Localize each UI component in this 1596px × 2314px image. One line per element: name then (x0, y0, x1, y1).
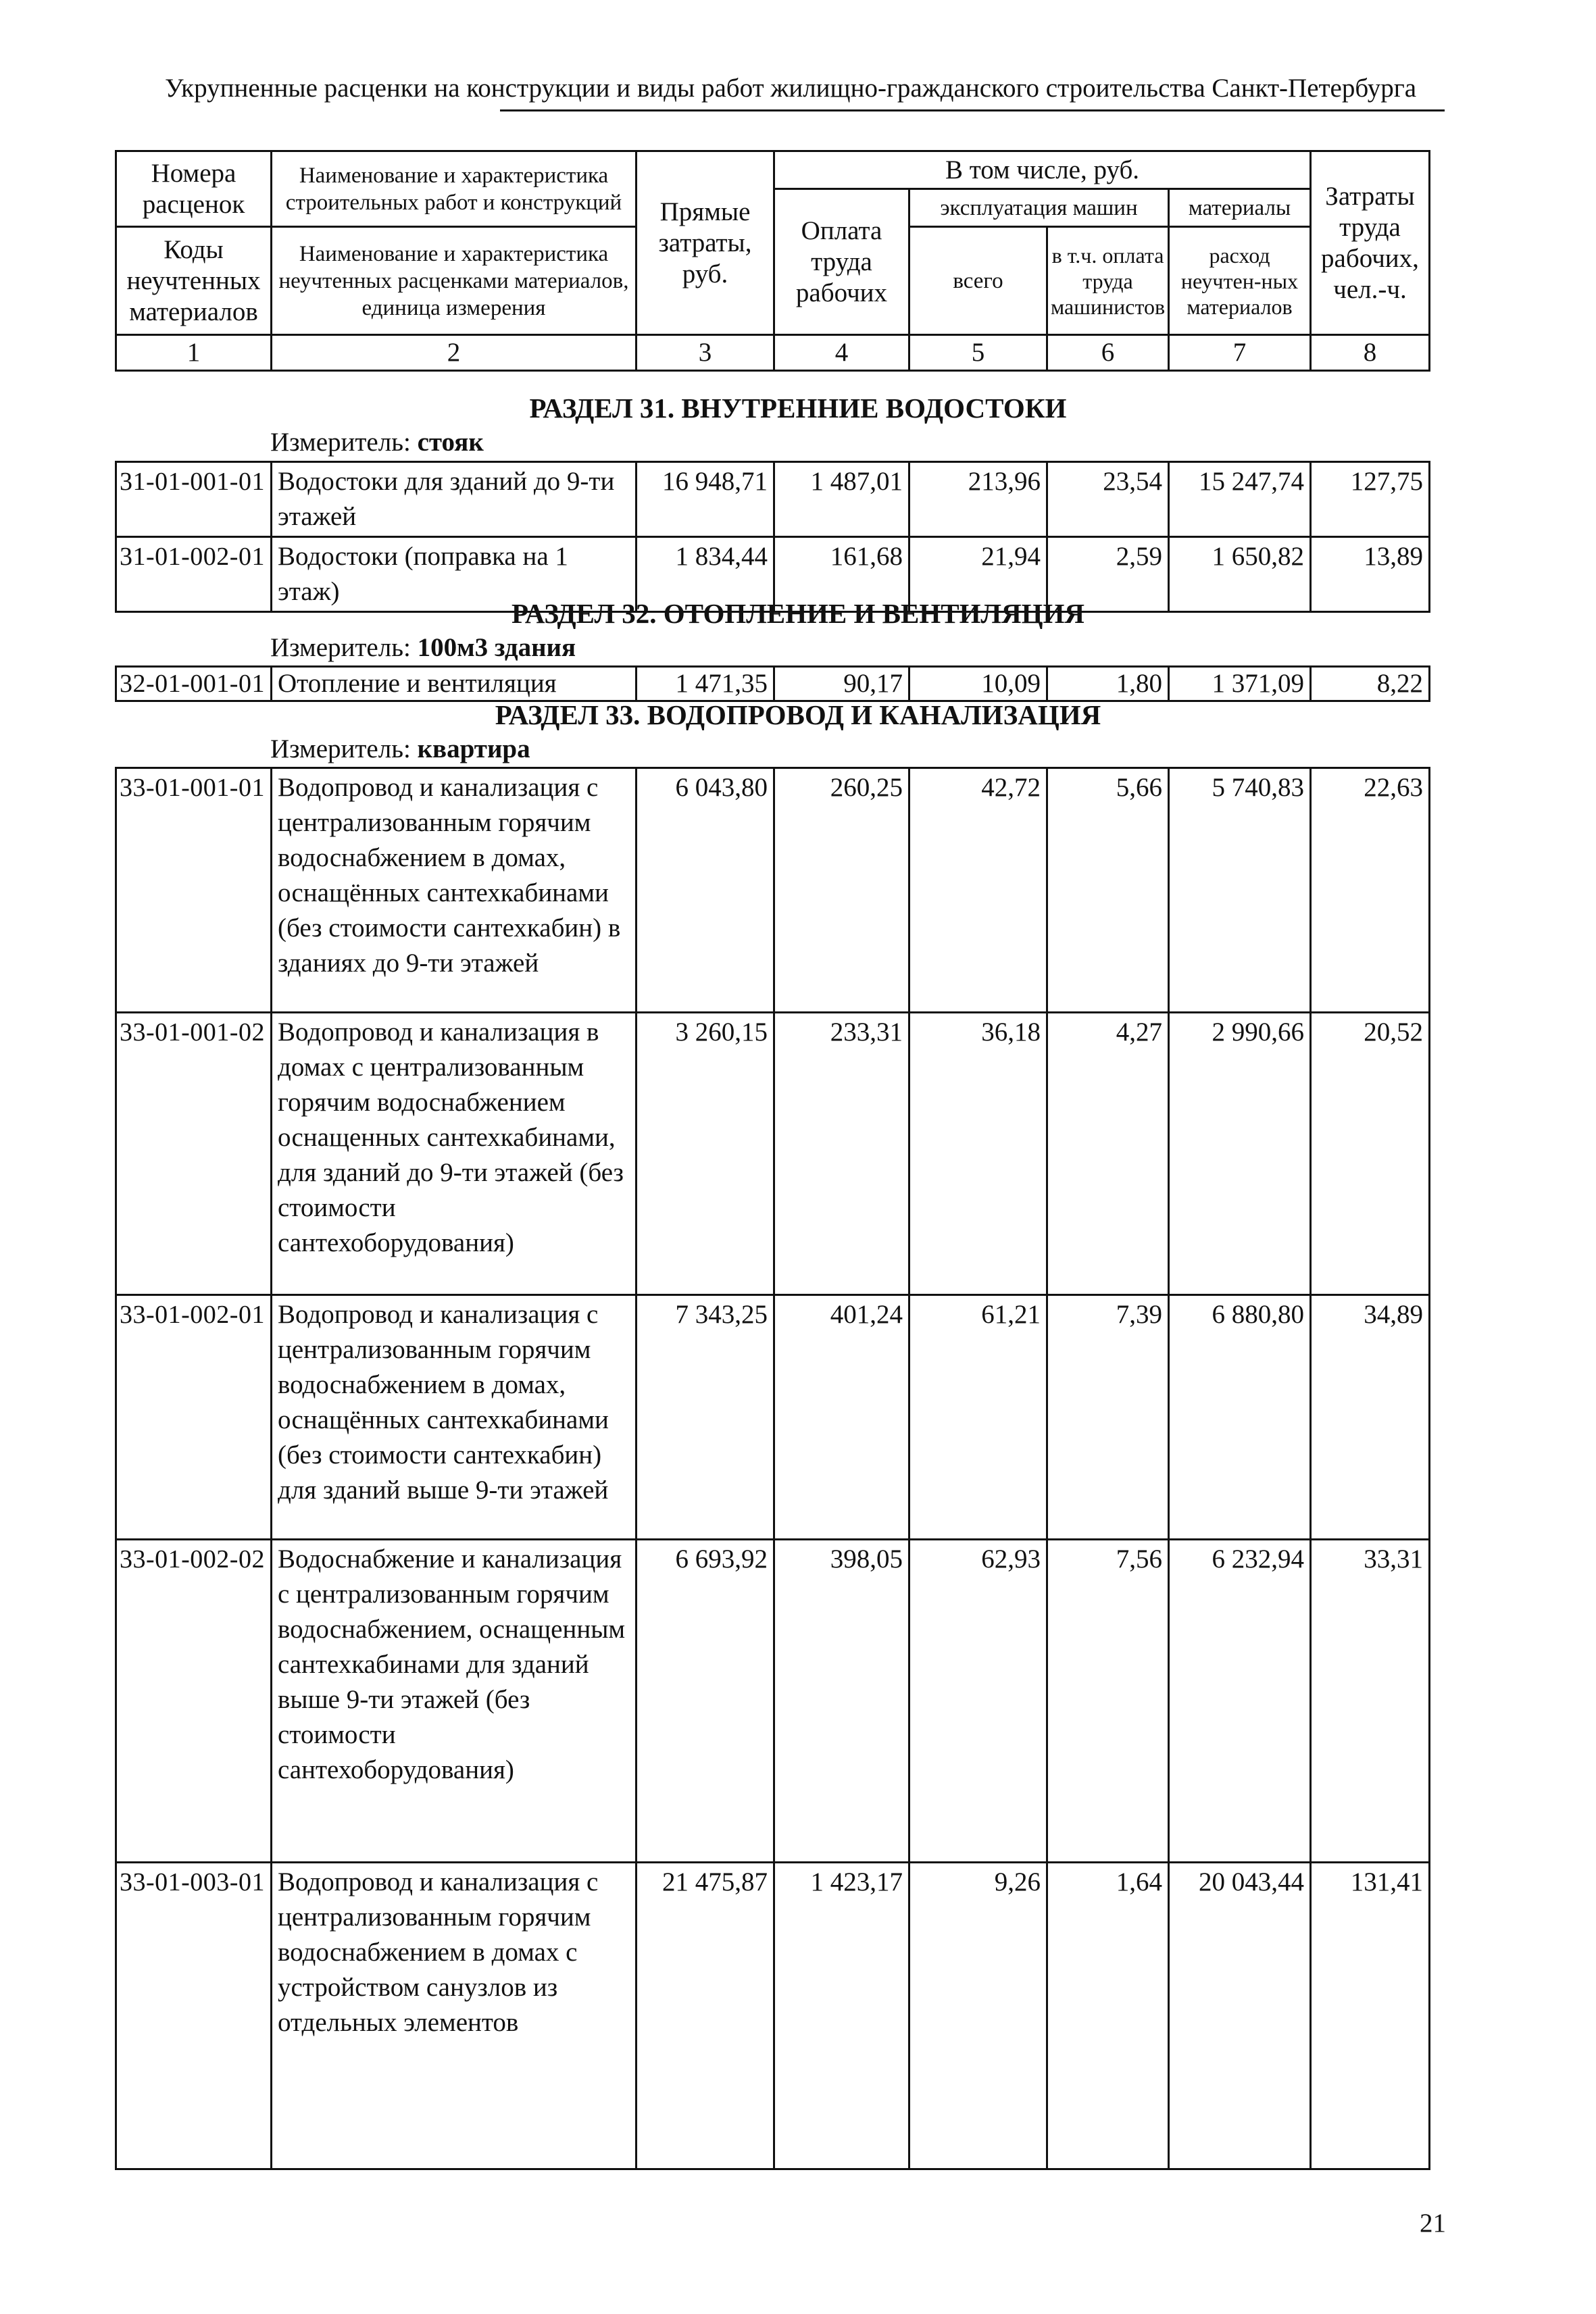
rate-code: 33-01-002-01 (116, 1295, 272, 1540)
direct-costs: 1 471,35 (637, 667, 774, 701)
measure-value: квартира (417, 734, 530, 763)
column-number: 5 (909, 335, 1047, 371)
section-measure (270, 734, 530, 764)
header-machine-operation: эксплуатация машин (909, 189, 1169, 227)
direct-costs: 3 260,15 (637, 1013, 774, 1295)
machines-total: 213,96 (909, 462, 1047, 537)
section-table (115, 461, 1430, 613)
column-number: 6 (1047, 335, 1169, 371)
wages: 1 423,17 (774, 1863, 909, 2169)
table-row (116, 1013, 1430, 1295)
direct-costs: 21 475,87 (637, 1863, 774, 2169)
column-number: 8 (1311, 335, 1430, 371)
rate-code: 33-01-001-01 (116, 768, 272, 1013)
rate-code: 32-01-001-01 (116, 667, 272, 701)
work-name: Водопровод и канализация с централизованным горячим водоснабжением в домах, оснащённых сантехкабинами (без стоимости сантехкабин) в зданиях до 9-ти этажей (272, 768, 637, 1013)
table-row (116, 667, 1430, 701)
section-measure (270, 427, 484, 457)
materials: 15 247,74 (1169, 462, 1311, 537)
labor: 34,89 (1311, 1295, 1430, 1540)
column-number: 4 (774, 335, 909, 371)
work-name: Водопровод и канализация в домах с централизованным горячим водоснабжением оснащенных сантехкабинами, для зданий до 9-ти этажей (без стоимости сантехоборудования) (272, 1013, 637, 1295)
column-number: 2 (272, 335, 637, 371)
column-number: 3 (637, 335, 774, 371)
materials: 1 650,82 (1169, 537, 1311, 612)
measure-label: Измеритель: (270, 633, 411, 662)
section-title: РАЗДЕЛ 33. ВОДОПРОВОД И КАНАЛИЗАЦИЯ (495, 699, 1101, 730)
machinist-wages: 1,80 (1047, 667, 1169, 701)
machines-total: 61,21 (909, 1295, 1047, 1540)
work-name: Отопление и вентиляция (272, 667, 637, 701)
work-name: Водостоки (поправка на 1 этаж) (272, 537, 637, 612)
header-work-name: Наименование и характеристика строительных работ и конструкций (272, 151, 637, 227)
wages: 401,24 (774, 1295, 909, 1540)
wages: 90,17 (774, 667, 909, 701)
header-direct-costs: Прямые затраты, руб. (637, 151, 774, 335)
table-row (116, 1295, 1430, 1540)
work-name: Водостоки для зданий до 9-ти этажей (272, 462, 637, 537)
machinist-wages: 7,39 (1047, 1295, 1169, 1540)
machinist-wages: 2,59 (1047, 537, 1169, 612)
header-codes-unaccounted: Коды неучтенных материалов (116, 227, 272, 335)
rate-code: 33-01-002-02 (116, 1540, 272, 1863)
wages: 260,25 (774, 768, 909, 1013)
machinist-wages: 4,27 (1047, 1013, 1169, 1295)
rate-code: 33-01-001-02 (116, 1013, 272, 1295)
materials: 2 990,66 (1169, 1013, 1311, 1295)
column-number: 1 (116, 335, 272, 371)
measure-value: 100м3 здания (417, 633, 576, 662)
wages: 161,68 (774, 537, 909, 612)
section-title: РАЗДЕЛ 31. ВНУТРЕННИЕ ВОДОСТОКИ (529, 393, 1067, 424)
direct-costs: 7 343,25 (637, 1295, 774, 1540)
materials: 6 232,94 (1169, 1540, 1311, 1863)
machinist-wages: 5,66 (1047, 768, 1169, 1013)
running-head: Укрупненные расценки на конструкции и виды работ жилищно-гражданского строительства Санкт-Петербурга (164, 74, 1417, 103)
rate-code: 31-01-002-01 (116, 537, 272, 612)
rates-table-header (115, 150, 1430, 372)
measure-label: Измеритель: (270, 428, 411, 457)
materials: 20 043,44 (1169, 1863, 1311, 2169)
materials: 1 371,09 (1169, 667, 1311, 701)
direct-costs: 16 948,71 (637, 462, 774, 537)
work-name: Водопровод и канализация с централизованным горячим водоснабжением в домах, оснащённых сантехкабинами (без стоимости сантехкабин) для зданий выше 9-ти этажей (272, 1295, 637, 1540)
section-table (115, 767, 1430, 2170)
header-including: В том числе, руб. (774, 151, 1311, 189)
table-row (116, 1540, 1430, 1863)
header-machinist-wages: в т.ч. оплата труда машинистов (1047, 227, 1169, 335)
section-title: РАЗДЕЛ 32. ОТОПЛЕНИЕ И ВЕНТИЛЯЦИЯ (511, 598, 1085, 629)
work-name: Водопровод и канализация с централизованным горячим водоснабжением в домах с устройством санузлов из отдельных элементов (272, 1863, 637, 2169)
table-row (116, 1863, 1430, 2169)
labor: 33,31 (1311, 1540, 1430, 1863)
direct-costs: 1 834,44 (637, 537, 774, 612)
machines-total: 21,94 (909, 537, 1047, 612)
page-number: 21 (1420, 2209, 1446, 2238)
machines-total: 62,93 (909, 1540, 1047, 1863)
section-measure (270, 632, 576, 663)
labor: 131,41 (1311, 1863, 1430, 2169)
table-row (116, 462, 1430, 537)
header-wages: Оплата труда рабочих (774, 189, 909, 335)
header-labor-costs: Затраты труда рабочих, чел.-ч. (1311, 151, 1430, 335)
section-table (115, 665, 1430, 702)
machines-total: 9,26 (909, 1863, 1047, 2169)
header-unaccounted-consumption: расход неучтен-ных материалов (1169, 227, 1311, 335)
table-row (116, 768, 1430, 1013)
labor: 13,89 (1311, 537, 1430, 612)
machines-total: 10,09 (909, 667, 1047, 701)
machinist-wages: 1,64 (1047, 1863, 1169, 2169)
measure-value: стояк (417, 428, 484, 457)
header-machines-total: всего (909, 227, 1047, 335)
column-number: 7 (1169, 335, 1311, 371)
measure-label: Измеритель: (270, 734, 411, 763)
labor: 20,52 (1311, 1013, 1430, 1295)
header-materials: материалы (1169, 189, 1311, 227)
running-head-rule (500, 109, 1445, 111)
materials: 5 740,83 (1169, 768, 1311, 1013)
machinist-wages: 7,56 (1047, 1540, 1169, 1863)
header-rate-numbers: Номера расценок (116, 151, 272, 227)
labor: 22,63 (1311, 768, 1430, 1013)
rate-code: 31-01-001-01 (116, 462, 272, 537)
header-unaccounted-materials: Наименование и характеристика неучтенных расценками материалов, единица измерения (272, 227, 637, 335)
machines-total: 42,72 (909, 768, 1047, 1013)
wages: 1 487,01 (774, 462, 909, 537)
direct-costs: 6 043,80 (637, 768, 774, 1013)
direct-costs: 6 693,92 (637, 1540, 774, 1863)
labor: 8,22 (1311, 667, 1430, 701)
machinist-wages: 23,54 (1047, 462, 1169, 537)
rate-code: 33-01-003-01 (116, 1863, 272, 2169)
wages: 398,05 (774, 1540, 909, 1863)
machines-total: 36,18 (909, 1013, 1047, 1295)
labor: 127,75 (1311, 462, 1430, 537)
wages: 233,31 (774, 1013, 909, 1295)
materials: 6 880,80 (1169, 1295, 1311, 1540)
work-name: Водоснабжение и канализация с централизованным горячим водоснабжением, оснащенным сантехкабинами для зданий выше 9-ти этажей (без стоимости сантехоборудования) (272, 1540, 637, 1863)
